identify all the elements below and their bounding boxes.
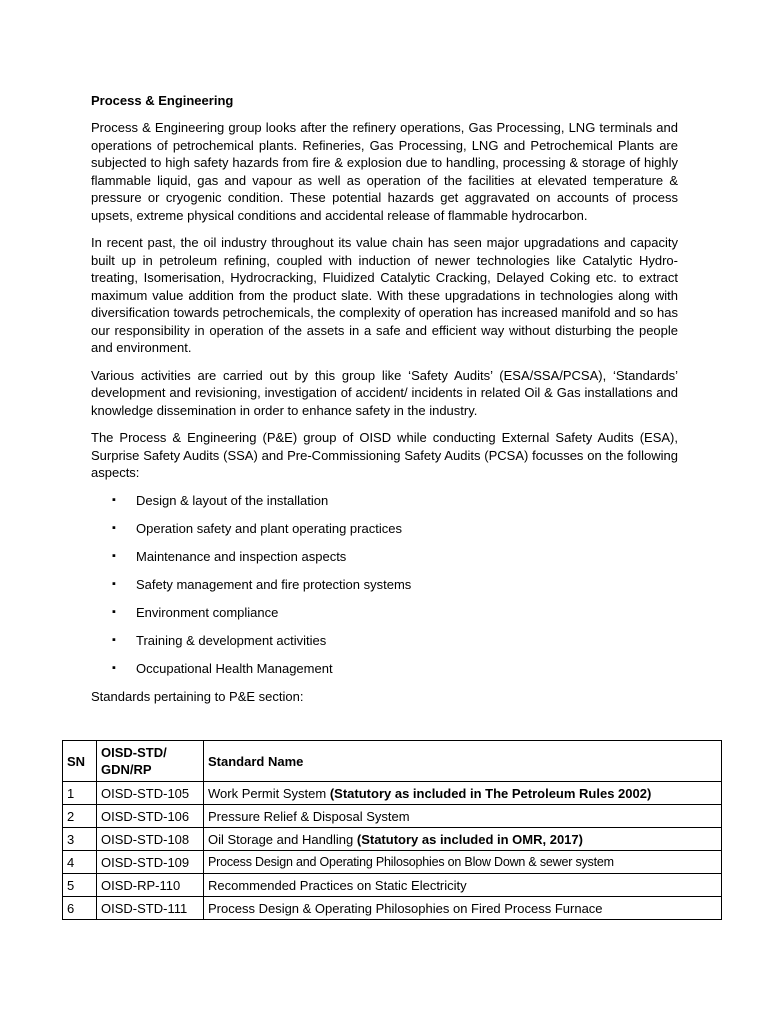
list-item [91, 548, 678, 576]
table-row [63, 851, 722, 874]
cell-sn: 3 [63, 828, 97, 851]
section-title: Process & Engineering [91, 93, 234, 108]
standards-table [62, 740, 722, 920]
standard-name: Process Design and Operating Philosophies on Blow Down & sewer system [208, 854, 614, 869]
list-item-text: Safety management and fire protection systems [136, 576, 412, 592]
list-item [91, 492, 678, 520]
paragraph-audits: The Process & Engineering (P&E) group of OISD while conducting External Safety Audits (ESA), Surprise Safety Audits (SSA) and Pre-Commissioning Safety Audits (PCSA) focusses on the following aspects: [91, 430, 678, 480]
list-item-text: Maintenance and inspection aspects [136, 548, 347, 564]
cell-code: OISD-RP-110 [97, 874, 204, 897]
list-item [91, 520, 678, 548]
standards-intro: Standards pertaining to P&E section: [91, 688, 304, 704]
cell-sn: 1 [63, 782, 97, 805]
cell-code: OISD-STD-109 [97, 851, 204, 874]
cell-code: OISD-STD-108 [97, 828, 204, 851]
bullet-icon: ▪ [112, 577, 116, 590]
list-item [91, 632, 678, 660]
bullet-icon: ▪ [112, 521, 116, 534]
bullet-icon: ▪ [112, 605, 116, 618]
table-row [63, 782, 722, 805]
header-code [97, 741, 204, 782]
cell-code: OISD-STD-111 [97, 897, 204, 920]
list-item-text: Occupational Health Management [136, 660, 333, 676]
statutory-note: (Statutory as included in The Petroleum Rules 2002) [329, 785, 652, 801]
cell-name [204, 828, 722, 851]
statutory-note: (Statutory as included in OMR, 2017) [356, 831, 583, 847]
bullet-icon: ▪ [112, 633, 116, 646]
standard-name: Process Design & Operating Philosophies on Fired Process Furnace [208, 900, 603, 916]
header-code-line1: OISD-STD/ [101, 745, 167, 760]
aspects-list [91, 492, 678, 688]
list-item [91, 576, 678, 604]
standard-name: Pressure Relief & Disposal System [208, 808, 410, 824]
cell-name [204, 805, 722, 828]
table-row [63, 828, 722, 851]
list-item-text: Environment compliance [136, 604, 279, 620]
table-row [63, 874, 722, 897]
standard-name: Recommended Practices on Static Electricity [208, 877, 467, 893]
cell-sn: 4 [63, 851, 97, 874]
cell-sn: 6 [63, 897, 97, 920]
paragraph-upgradations: In recent past, the oil industry throughout its value chain has seen major upgradations and capacity built up in petroleum refining, coupled with induction of newer technologies like Catalytic Hydro-treating, Isomerisation, Hydrocracking, Fluidized Catalytic Cracking, Delayed Coking etc. to extract maximum value addition from the product slate. With these upgradations in technologies along with diversification towards petrochemicals, the complexity of operation has increased manifold and so has our responsibility in operation of the assets in a safe and efficient way without disturbing the people and environment. [91, 235, 678, 355]
standard-name: Oil Storage and Handling [208, 831, 357, 847]
standard-name: Work Permit System [208, 785, 330, 801]
paragraph-overview: Process & Engineering group looks after the refinery operations, Gas Processing, LNG terminals and operations of petrochemical plants. Refineries, Gas Processing, LNG and Petrochemical Plants are subjected to high safety hazards from fire & explosion due to handling, processing & storage of highly flammable liquid, gas and vapour as well as operation of the facilities at elevated temperature & pressure or cryogenic condition. These potential hazards get aggravated on accounts of process upsets, extreme physical conditions and accidental release of flammable hydrocarbon. [91, 120, 678, 223]
bullet-icon: ▪ [112, 549, 116, 562]
list-item [91, 604, 678, 632]
document-body [91, 92, 678, 705]
list-item-text: Operation safety and plant operating practices [136, 520, 402, 536]
list-item [91, 660, 678, 688]
cell-name [204, 897, 722, 920]
cell-name [204, 851, 722, 874]
cell-name [204, 782, 722, 805]
header-sn: SN [63, 741, 97, 782]
header-code-line2: GDN/RP [101, 762, 152, 777]
cell-name [204, 874, 722, 897]
bullet-icon: ▪ [112, 661, 116, 674]
table-header-row [63, 741, 722, 782]
cell-sn: 5 [63, 874, 97, 897]
list-item-text: Training & development activities [136, 632, 327, 648]
cell-sn: 2 [63, 805, 97, 828]
cell-code: OISD-STD-105 [97, 782, 204, 805]
header-standard-name: Standard Name [204, 741, 722, 782]
bullet-icon: ▪ [112, 493, 116, 506]
list-item-text: Design & layout of the installation [136, 492, 329, 508]
table-row [63, 897, 722, 920]
cell-code: OISD-STD-106 [97, 805, 204, 828]
paragraph-activities: Various activities are carried out by this group like ‘Safety Audits’ (ESA/SSA/PCSA), ‘Standards’ development and revisioning, investigation of accident/ incidents in related Oil & Gas installations and knowledge dissemination in order to enhance safety in the industry. [91, 367, 678, 418]
table-row [63, 805, 722, 828]
